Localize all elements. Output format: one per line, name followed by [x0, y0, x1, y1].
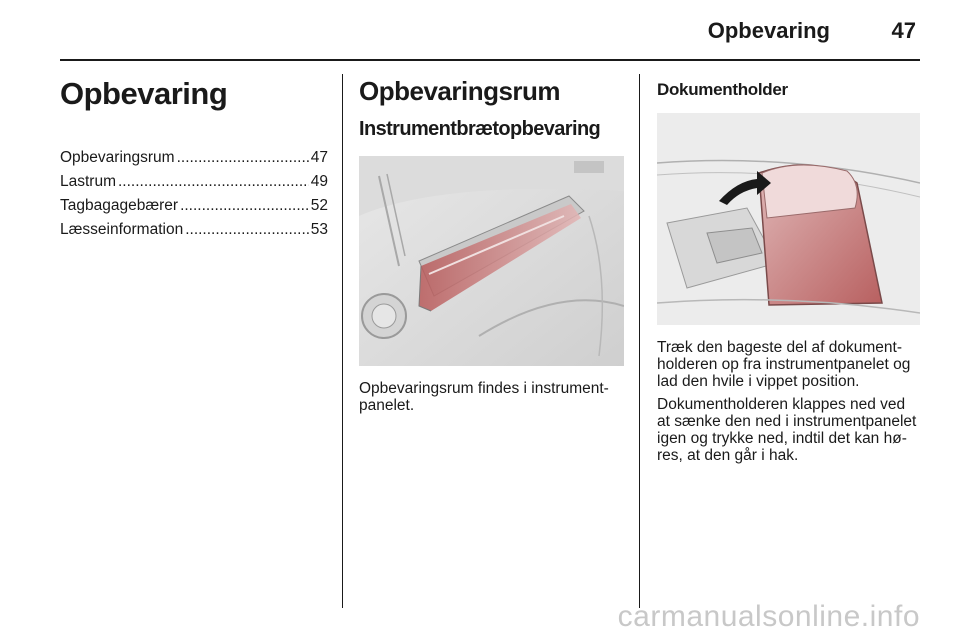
document-holder-instruction: Træk den bageste del af dokument- holderen op fra instrumentpanelet og lad den hvile i vippet position. — [657, 339, 911, 390]
column-divider — [639, 74, 640, 608]
toc-leader-dots — [185, 218, 309, 242]
toc-entry[interactable] — [60, 170, 328, 194]
toc-leader-dots — [180, 194, 309, 218]
chapter-column — [60, 74, 328, 242]
section-title: Opbevaringsrum — [359, 76, 561, 106]
chapter-toc — [60, 146, 328, 242]
toc-entry-label: Tagbagagebærer — [60, 197, 179, 214]
toc-entry[interactable] — [60, 218, 328, 242]
toc-entry-label: Opbevaringsrum — [60, 149, 175, 166]
toc-entry-page: 49 — [310, 173, 328, 190]
document-holder-column — [657, 74, 920, 464]
toc-entry-page: 52 — [310, 197, 328, 214]
dashboard-storage-illustration — [359, 156, 624, 366]
toc-entry-page: 53 — [310, 221, 328, 238]
toc-entry-page: 47 — [310, 149, 328, 166]
toc-leader-dots — [177, 146, 309, 170]
document-holder-instruction: Dokumentholderen klappes ned ved at sænke den ned i instrumentpanelet igen og trykke ned, indtil det kan hø- res, at den går i hak. — [657, 396, 917, 464]
running-header-title: Opbevaring — [707, 18, 830, 43]
column-divider — [342, 74, 343, 608]
toc-entry[interactable] — [60, 146, 328, 170]
toc-entry[interactable] — [60, 194, 328, 218]
chapter-title: Opbevaring — [60, 76, 228, 111]
document-holder-illustration — [657, 113, 920, 325]
header-rule — [60, 59, 920, 61]
subsection-title: Instrumentbrætopbevaring — [359, 118, 601, 140]
site-watermark: carmanualsonline.info — [617, 600, 920, 633]
document-holder-title: Dokumentholder — [657, 80, 788, 99]
storage-column — [359, 74, 624, 414]
toc-entry-label: Læsseinformation — [60, 221, 184, 238]
toc-entry-label: Lastrum — [60, 173, 116, 190]
toc-leader-dots — [118, 170, 309, 194]
page-header — [60, 14, 920, 52]
storage-caption: Opbevaringsrum findes i instrument- panelet. — [359, 380, 609, 414]
page-number: 47 — [891, 18, 916, 43]
